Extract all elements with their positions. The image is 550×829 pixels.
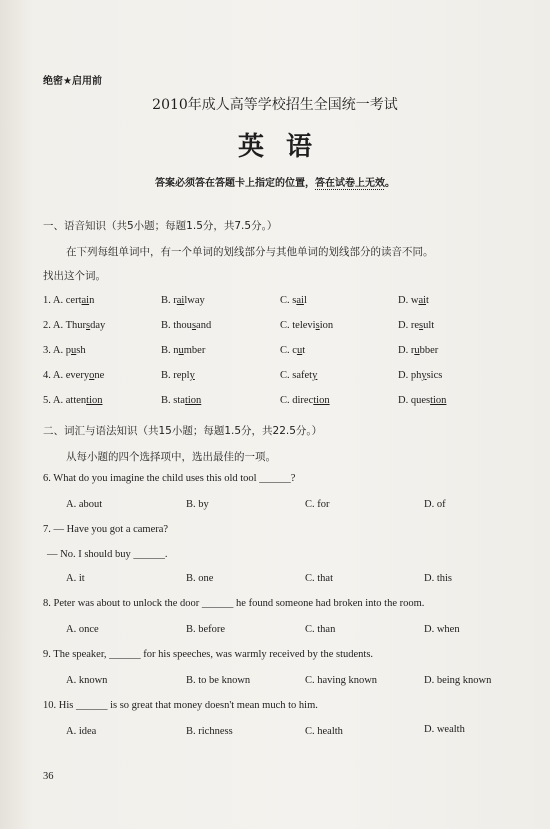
question-4-option-d — [398, 370, 442, 381]
option-letter: A. — [52, 395, 64, 406]
word-part: every — [65, 370, 90, 381]
notice-text: 答案必须答在答题卡上指定的位置， — [155, 178, 315, 189]
option-letter: C. — [280, 345, 290, 356]
word-part: n — [173, 345, 179, 356]
word-part: televi — [292, 320, 316, 331]
question-4-option-b — [161, 370, 195, 381]
section1-instruction: 在下列每组单词中，有一个单词的划线部分与其他单词的划线部分的读音不同。 — [66, 246, 434, 258]
question-1-option-d — [398, 295, 429, 306]
word-part: ult — [423, 320, 435, 331]
option-letter: C. — [280, 370, 290, 381]
question-7-option-b: B. one — [186, 573, 214, 584]
question-3-option-b — [161, 345, 205, 356]
question-5-option-a — [43, 395, 103, 406]
option-letter: C. — [280, 320, 290, 331]
question-number: 3. — [43, 345, 51, 356]
option-letter: C. — [280, 295, 290, 306]
question-5-option-b — [161, 395, 201, 406]
word-part: s — [292, 295, 297, 306]
section1-title: 一、语音知识（共5小题；每题1.5分，共7.5分。） — [43, 220, 278, 232]
underlined-part: o — [89, 370, 95, 381]
notice-emphasis: 答在试卷上无效 — [315, 178, 385, 189]
underlined-part: tion — [430, 395, 447, 406]
answer-notice — [0, 174, 550, 189]
question-9-stem: 9. The speaker, ______ for his speeches, was warmly received by the students. — [43, 649, 374, 660]
word-part: r — [173, 295, 177, 306]
question-10-stem: 10. His ______ is so great that money doesn't mean much to him. — [43, 700, 318, 711]
underlined-part: u — [414, 345, 420, 356]
question-10-option-a: A. idea — [66, 726, 97, 737]
subject-title: 英语 — [237, 132, 334, 162]
word-part: r — [410, 345, 415, 356]
question-1-option-b — [161, 295, 205, 306]
section2-instruction: 从每小题的四个选择项中，选出最佳的一项。 — [66, 451, 276, 463]
section1-instruction-cont: 找出这个词。 — [43, 270, 106, 282]
word-part: t — [302, 345, 306, 356]
underlined-part: s — [191, 320, 197, 331]
underlined-part: ai — [81, 295, 90, 306]
question-number: 4. — [43, 370, 51, 381]
question-7-option-a: A. it — [66, 573, 85, 584]
word-part: mber — [183, 345, 206, 356]
underlined-part: tion — [313, 395, 330, 406]
underlined-part: tion — [184, 395, 202, 406]
exam-title: 2010年成人高等学校招生全国统一考试 — [152, 97, 398, 113]
question-7-stem-reply: — No. I should buy ______. — [47, 549, 168, 560]
word-part: w — [410, 295, 419, 306]
page-number: 36 — [43, 771, 54, 782]
option-letter: D. — [398, 295, 409, 306]
underlined-part: ai — [418, 295, 427, 306]
question-2-option-d — [398, 320, 434, 331]
underlined-part: y — [312, 370, 318, 381]
word-part: c — [292, 345, 297, 356]
question-9-option-b: B. to be known — [186, 675, 251, 686]
word-part: day — [90, 320, 106, 331]
word-part: p — [65, 345, 72, 356]
section2-title: 二、词汇与语法知识（共15小题；每题1.5分，共22.5分。） — [43, 425, 323, 437]
word-part: Thur — [65, 320, 86, 331]
option-letter: D. — [398, 395, 409, 406]
option-letter: A. — [52, 320, 64, 331]
question-4-option-a — [43, 370, 104, 381]
question-1-option-a — [43, 295, 94, 306]
underlined-part: s — [419, 320, 424, 331]
option-letter: B. — [161, 395, 171, 406]
word-part: cert — [65, 295, 82, 306]
question-1-option-c — [280, 295, 307, 306]
option-letter: D. — [398, 345, 409, 356]
option-letter: B. — [161, 320, 171, 331]
word-part: ion — [319, 320, 334, 331]
question-7-stem: 7. — Have you got a camera? — [43, 524, 169, 535]
word-part: bber — [419, 345, 439, 356]
option-letter: D. — [398, 370, 409, 381]
question-9-option-d: D. being known — [424, 675, 492, 686]
question-7-option-d: D. this — [424, 573, 453, 584]
question-8-option-a: A. once — [66, 624, 99, 635]
question-3-option-c — [280, 345, 305, 356]
question-10-option-c: C. health — [305, 726, 343, 737]
option-letter: A. — [52, 345, 64, 356]
word-part: thou — [173, 320, 192, 331]
word-part: t — [426, 295, 429, 306]
underlined-part: ai — [176, 295, 185, 306]
question-6-option-c: C. for — [305, 499, 330, 510]
word-part: sics — [426, 370, 443, 381]
question-10-option-b: B. richness — [186, 726, 233, 737]
word-part: sta — [173, 395, 185, 406]
question-6-option-d: D. of — [424, 499, 446, 510]
word-part: re — [410, 320, 420, 331]
word-part: direc — [292, 395, 314, 406]
word-part: sh — [76, 345, 86, 356]
question-2-option-b — [161, 320, 211, 331]
underlined-part: s — [86, 320, 91, 331]
underlined-part: y — [421, 370, 427, 381]
question-6-option-b: B. by — [186, 499, 209, 510]
option-letter: A. — [52, 295, 64, 306]
question-number: 1. — [43, 295, 51, 306]
underlined-part: u — [296, 345, 303, 356]
question-3-option-d — [398, 345, 438, 356]
word-part: safet — [292, 370, 313, 381]
question-4-option-c — [280, 370, 317, 381]
question-8-stem: 8. Peter was about to unlock the door ______ he found someone had broken into the room. — [43, 598, 425, 609]
question-9-option-a: A. known — [66, 675, 108, 686]
underlined-part: ai — [296, 295, 304, 306]
word-part: n — [89, 295, 95, 306]
question-10-option-d: D. wealth — [424, 724, 465, 735]
question-8-option-c: C. than — [305, 624, 336, 635]
question-8-option-b: B. before — [186, 624, 226, 635]
word-part: ne — [94, 370, 105, 381]
option-letter: A. — [52, 370, 64, 381]
question-number: 5. — [43, 395, 51, 406]
question-2-option-c — [280, 320, 333, 331]
underlined-part: u — [71, 345, 77, 356]
word-part: lway — [184, 295, 205, 306]
confidential-label: 绝密★启用前 — [43, 76, 102, 87]
question-9-option-c: C. having known — [305, 675, 378, 686]
question-number: 2. — [43, 320, 51, 331]
option-letter: B. — [161, 370, 171, 381]
question-8-option-d: D. when — [424, 624, 460, 635]
underlined-part: tion — [86, 395, 103, 406]
underlined-part: s — [315, 320, 320, 331]
word-part: repl — [173, 370, 190, 381]
question-5-option-d — [398, 395, 446, 406]
underlined-part: y — [189, 370, 195, 381]
word-part: ph — [410, 370, 422, 381]
question-3-option-a — [43, 345, 86, 356]
question-5-option-c — [280, 395, 330, 406]
question-6-option-a: A. about — [66, 499, 103, 510]
option-letter: B. — [161, 295, 171, 306]
question-2-option-a — [43, 320, 105, 331]
underlined-part: u — [178, 345, 184, 356]
option-letter: D. — [398, 320, 409, 331]
question-6-stem: 6. What do you imagine the child uses this old tool ______? — [43, 473, 296, 484]
option-letter: B. — [161, 345, 171, 356]
word-part: l — [303, 295, 307, 306]
word-part: and — [196, 320, 212, 331]
word-part: ques — [410, 395, 431, 406]
option-letter: C. — [280, 395, 290, 406]
notice-end: 。 — [385, 178, 395, 189]
question-7-option-c: C. that — [305, 573, 333, 584]
word-part: atten — [65, 395, 87, 406]
